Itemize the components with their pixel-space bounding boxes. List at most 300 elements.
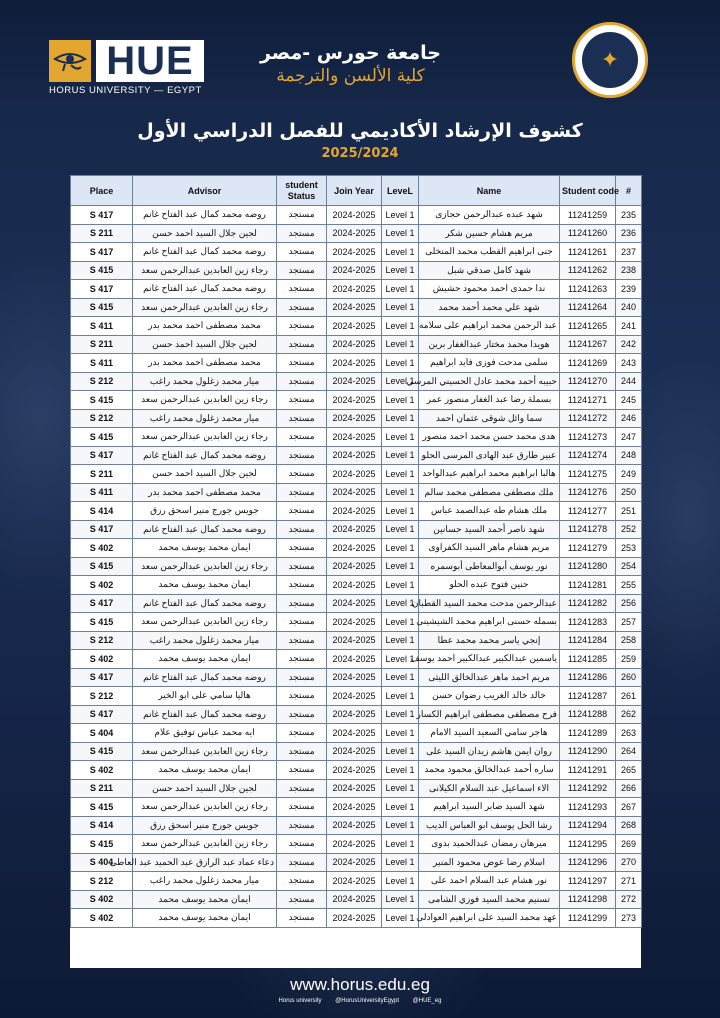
table-row — [71, 298, 642, 317]
cell-number: 270 — [616, 853, 642, 872]
cell-name: فرح مصطفى مصطفى ابراهيم الكسار — [419, 705, 560, 724]
cell-name: خالد خالد الغريب رضوان حسن — [419, 687, 560, 706]
cell-status: مستجد — [277, 576, 327, 595]
cell-advisor: ميار محمد زغلول محمد راغب — [133, 631, 277, 650]
cell-name: سما وائل شوقى عثمان احمد — [419, 409, 560, 428]
cell-number: 239 — [616, 280, 642, 299]
faculty-name: كلية الألسن والترجمة — [276, 66, 425, 86]
cell-status: مستجد — [277, 409, 327, 428]
cell-join-year: 2024-2025 — [327, 631, 382, 650]
cell-status: مستجد — [277, 354, 327, 373]
cell-number: 264 — [616, 742, 642, 761]
cell-level: Level 1 — [382, 483, 419, 502]
cell-student-code: 11241267 — [560, 335, 616, 354]
cell-student-code: 11241262 — [560, 261, 616, 280]
header-level: LeveL — [382, 176, 419, 206]
cell-join-year: 2024-2025 — [327, 261, 382, 280]
cell-name: مريم هشام ماهر السيد الكفراوى — [419, 539, 560, 558]
cell-name: هدى محمد حسن محمد احمد منصور — [419, 428, 560, 447]
cell-join-year: 2024-2025 — [327, 705, 382, 724]
cell-number: 255 — [616, 576, 642, 595]
cell-advisor: ميار محمد زغلول محمد راغب — [133, 409, 277, 428]
header-status: student Status — [277, 176, 327, 206]
cell-level: Level 1 — [382, 705, 419, 724]
table-row — [71, 816, 642, 835]
cell-status: مستجد — [277, 890, 327, 909]
faculty-seal-icon — [572, 22, 648, 98]
cell-student-code: 11241296 — [560, 853, 616, 872]
cell-status: مستجد — [277, 224, 327, 243]
social-instagram: @HorusUniversityEgypt — [335, 998, 399, 1004]
logo-hue-text: HUE — [96, 40, 204, 82]
cell-number: 256 — [616, 594, 642, 613]
cell-advisor: ايه محمد عباس توفيق علام — [133, 724, 277, 743]
cell-join-year: 2024-2025 — [327, 224, 382, 243]
cell-level: Level 1 — [382, 631, 419, 650]
cell-student-code: 11241276 — [560, 483, 616, 502]
table-row — [71, 224, 642, 243]
cell-join-year: 2024-2025 — [327, 742, 382, 761]
cell-student-code: 11241295 — [560, 835, 616, 854]
cell-student-code: 11241293 — [560, 798, 616, 817]
cell-status: مستجد — [277, 872, 327, 891]
cell-join-year: 2024-2025 — [327, 354, 382, 373]
university-name: جامعة حورس -مصر — [259, 42, 442, 64]
cell-level: Level 1 — [382, 687, 419, 706]
cell-name: رشا الحل يوسف ابو العباس الديب — [419, 816, 560, 835]
table-row — [71, 687, 642, 706]
table-row — [71, 372, 642, 391]
cell-status: مستجد — [277, 243, 327, 262]
cell-number: 261 — [616, 687, 642, 706]
cell-advisor: لجين جلال السيد احمد حسن — [133, 465, 277, 484]
header-place: Place — [71, 176, 133, 206]
cell-join-year: 2024-2025 — [327, 779, 382, 798]
cell-student-code: 11241271 — [560, 391, 616, 410]
cell-join-year: 2024-2025 — [327, 872, 382, 891]
table-row — [71, 502, 642, 521]
cell-place: S 415 — [71, 557, 133, 576]
cell-join-year: 2024-2025 — [327, 890, 382, 909]
cell-advisor: روضه محمد كمال عبد الفتاح غانم — [133, 280, 277, 299]
cell-status: مستجد — [277, 687, 327, 706]
cell-place: S 414 — [71, 816, 133, 835]
cell-name: روان ايمن هاشم زيدان السيد على — [419, 742, 560, 761]
cell-place: S 211 — [71, 335, 133, 354]
cell-place: S 411 — [71, 354, 133, 373]
cell-name: ياسمين عبدالكبير عبدالكبير احمد يوسف — [419, 650, 560, 669]
cell-advisor: ميار محمد زغلول محمد راغب — [133, 872, 277, 891]
cell-advisor: لجين جلال السيد احمد حسن — [133, 779, 277, 798]
table-row — [71, 835, 642, 854]
cell-student-code: 11241265 — [560, 317, 616, 336]
cell-status: مستجد — [277, 668, 327, 687]
table-row — [71, 705, 642, 724]
cell-status: مستجد — [277, 742, 327, 761]
cell-place: S 402 — [71, 761, 133, 780]
seal-emblem-icon: ✦ — [582, 32, 638, 88]
table-row — [71, 742, 642, 761]
cell-number: 254 — [616, 557, 642, 576]
cell-status: مستجد — [277, 835, 327, 854]
cell-student-code: 11241259 — [560, 206, 616, 225]
table-row — [71, 668, 642, 687]
table-row — [71, 594, 642, 613]
cell-status: مستجد — [277, 372, 327, 391]
cell-join-year: 2024-2025 — [327, 243, 382, 262]
table-row — [71, 761, 642, 780]
academic-year: 2025/2024 — [321, 146, 399, 161]
cell-level: Level 1 — [382, 650, 419, 669]
cell-name: هالبا ابراهيم محمد ابراهيم عبدالواحد — [419, 465, 560, 484]
cell-name: نور هشام عبد السلام احمد على — [419, 872, 560, 891]
cell-name: ميرهان رمضان عبدالحميد بدوى — [419, 835, 560, 854]
table-row — [71, 557, 642, 576]
cell-name: شهد كامل صدقي شبل — [419, 261, 560, 280]
table-row — [71, 335, 642, 354]
cell-level: Level 1 — [382, 853, 419, 872]
cell-level: Level 1 — [382, 724, 419, 743]
cell-status: مستجد — [277, 280, 327, 299]
cell-status: مستجد — [277, 335, 327, 354]
cell-number: 238 — [616, 261, 642, 280]
cell-place: S 415 — [71, 742, 133, 761]
cell-status: مستجد — [277, 761, 327, 780]
cell-place: S 402 — [71, 909, 133, 928]
cell-join-year: 2024-2025 — [327, 391, 382, 410]
cell-place: S 417 — [71, 280, 133, 299]
cell-join-year: 2024-2025 — [327, 372, 382, 391]
cell-student-code: 11241287 — [560, 687, 616, 706]
social-facebook: Horus university — [278, 998, 322, 1004]
cell-join-year: 2024-2025 — [327, 335, 382, 354]
cell-place: S 415 — [71, 835, 133, 854]
cell-join-year: 2024-2025 — [327, 613, 382, 632]
cell-join-year: 2024-2025 — [327, 909, 382, 928]
cell-advisor: ايمان محمد يوسف محمد — [133, 650, 277, 669]
header-student-code: Student code — [560, 176, 616, 206]
header-number: # — [616, 176, 642, 206]
cell-status: مستجد — [277, 298, 327, 317]
cell-level: Level 1 — [382, 354, 419, 373]
cell-status: مستجد — [277, 705, 327, 724]
cell-student-code: 11241288 — [560, 705, 616, 724]
cell-level: Level 1 — [382, 594, 419, 613]
cell-join-year: 2024-2025 — [327, 835, 382, 854]
cell-advisor: محمد مصطفى احمد محمد بدر — [133, 317, 277, 336]
cell-advisor: روضه محمد كمال عبد الفتاح غانم — [133, 520, 277, 539]
cell-level: Level 1 — [382, 243, 419, 262]
cell-advisor: محمد مصطفى احمد محمد بدر — [133, 354, 277, 373]
cell-status: مستجد — [277, 539, 327, 558]
table-row — [71, 520, 642, 539]
social-twitter: @HUE_eg — [412, 998, 442, 1004]
cell-name: عهد محمد السيد على ابراهيم العوادلى — [419, 909, 560, 928]
cell-join-year: 2024-2025 — [327, 280, 382, 299]
cell-place: S 417 — [71, 243, 133, 262]
cell-join-year: 2024-2025 — [327, 465, 382, 484]
cell-place: S 212 — [71, 409, 133, 428]
cell-name: جنى ابراهيم القطب محمد المنخلى — [419, 243, 560, 262]
cell-join-year: 2024-2025 — [327, 650, 382, 669]
cell-join-year: 2024-2025 — [327, 206, 382, 225]
cell-name: مريم احمد ماهر عبدالخالق الليثى — [419, 668, 560, 687]
table-row — [71, 391, 642, 410]
table-row — [71, 539, 642, 558]
cell-place: S 211 — [71, 465, 133, 484]
cell-place: S 417 — [71, 206, 133, 225]
cell-number: 241 — [616, 317, 642, 336]
cell-number: 242 — [616, 335, 642, 354]
cell-name: شهد علي محمد أحمد محمد — [419, 298, 560, 317]
cell-place: S 404 — [71, 724, 133, 743]
cell-student-code: 11241280 — [560, 557, 616, 576]
cell-place: S 411 — [71, 317, 133, 336]
cell-status: مستجد — [277, 520, 327, 539]
cell-student-code: 11241277 — [560, 502, 616, 521]
cell-student-code: 11241263 — [560, 280, 616, 299]
cell-place: S 417 — [71, 446, 133, 465]
cell-name: ملك مصطفى مصطفى محمد سالم — [419, 483, 560, 502]
cell-place: S 211 — [71, 224, 133, 243]
cell-place: S 402 — [71, 890, 133, 909]
cell-status: مستجد — [277, 261, 327, 280]
table-row — [71, 280, 642, 299]
cell-join-year: 2024-2025 — [327, 409, 382, 428]
cell-student-code: 11241286 — [560, 668, 616, 687]
cell-name: الاء اسماعيل عبد السلام الكيلانى — [419, 779, 560, 798]
cell-join-year: 2024-2025 — [327, 798, 382, 817]
cell-status: مستجد — [277, 816, 327, 835]
header-name: Name — [419, 176, 560, 206]
cell-advisor: لجين جلال السيد احمد حسن — [133, 224, 277, 243]
cell-join-year: 2024-2025 — [327, 446, 382, 465]
cell-place: S 415 — [71, 298, 133, 317]
cell-number: 248 — [616, 446, 642, 465]
cell-level: Level 1 — [382, 835, 419, 854]
table-header-row — [71, 176, 642, 206]
cell-number: 258 — [616, 631, 642, 650]
cell-advisor: رجاء زين العابدين عبدالرحمن سعد — [133, 835, 277, 854]
cell-level: Level 1 — [382, 317, 419, 336]
cell-place: S 212 — [71, 872, 133, 891]
cell-name: حبيبه أحمد محمد عادل الحسيني المرسي — [419, 372, 560, 391]
cell-advisor: ايمان محمد يوسف محمد — [133, 539, 277, 558]
cell-place: S 417 — [71, 594, 133, 613]
cell-join-year: 2024-2025 — [327, 557, 382, 576]
cell-name: مريم هشام حسين شكر — [419, 224, 560, 243]
cell-advisor: لجين جلال السيد احمد حسن — [133, 335, 277, 354]
cell-name: عبدالرحمن مدحت محمد السيد القطبان — [419, 594, 560, 613]
table-row — [71, 576, 642, 595]
cell-level: Level 1 — [382, 206, 419, 225]
cell-place: S 212 — [71, 372, 133, 391]
table-row — [71, 446, 642, 465]
cell-status: مستجد — [277, 613, 327, 632]
cell-number: 245 — [616, 391, 642, 410]
cell-student-code: 11241278 — [560, 520, 616, 539]
cell-level: Level 1 — [382, 742, 419, 761]
cell-student-code: 11241281 — [560, 576, 616, 595]
website-url: www.horus.edu.eg — [290, 975, 430, 994]
cell-join-year: 2024-2025 — [327, 298, 382, 317]
cell-name: عبير طارق عبد الهادى المرسى الحلو — [419, 446, 560, 465]
cell-number: 235 — [616, 206, 642, 225]
cell-status: مستجد — [277, 779, 327, 798]
cell-number: 273 — [616, 909, 642, 928]
cell-student-code: 11241273 — [560, 428, 616, 447]
cell-advisor: رجاء زين العابدين عبدالرحمن سعد — [133, 613, 277, 632]
cell-advisor: روضه محمد كمال عبد الفتاح غانم — [133, 594, 277, 613]
cell-level: Level 1 — [382, 372, 419, 391]
cell-place: S 402 — [71, 576, 133, 595]
cell-name: حنين فتوح عبده الحلو — [419, 576, 560, 595]
cell-number: 246 — [616, 409, 642, 428]
cell-status: مستجد — [277, 557, 327, 576]
cell-level: Level 1 — [382, 261, 419, 280]
table-row — [71, 631, 642, 650]
cell-student-code: 11241274 — [560, 446, 616, 465]
cell-level: Level 1 — [382, 502, 419, 521]
cell-student-code: 11241299 — [560, 909, 616, 928]
cell-join-year: 2024-2025 — [327, 520, 382, 539]
cell-number: 271 — [616, 872, 642, 891]
cell-name: شهد السيد صابر السيد ابراهيم — [419, 798, 560, 817]
cell-advisor: رجاء زين العابدين عبدالرحمن سعد — [133, 557, 277, 576]
cell-student-code: 11241275 — [560, 465, 616, 484]
cell-join-year: 2024-2025 — [327, 428, 382, 447]
eye-of-horus-logo-icon — [49, 40, 91, 82]
header-advisor: Advisor — [133, 176, 277, 206]
cell-advisor: روضه محمد كمال عبد الفتاح غانم — [133, 243, 277, 262]
cell-student-code: 11241272 — [560, 409, 616, 428]
cell-name: بسملة رضا عبد الغفار منصور عمر — [419, 391, 560, 410]
cell-join-year: 2024-2025 — [327, 761, 382, 780]
cell-level: Level 1 — [382, 798, 419, 817]
cell-student-code: 11241284 — [560, 631, 616, 650]
cell-level: Level 1 — [382, 816, 419, 835]
cell-level: Level 1 — [382, 446, 419, 465]
cell-status: مستجد — [277, 483, 327, 502]
cell-student-code: 11241282 — [560, 594, 616, 613]
cell-level: Level 1 — [382, 224, 419, 243]
cell-number: 247 — [616, 428, 642, 447]
cell-name: ساره أحمد عبدالخالق محمود محمد — [419, 761, 560, 780]
cell-advisor: ايمان محمد يوسف محمد — [133, 909, 277, 928]
table-row — [71, 613, 642, 632]
cell-level: Level 1 — [382, 465, 419, 484]
table-row — [71, 724, 642, 743]
cell-student-code: 11241270 — [560, 372, 616, 391]
cell-number: 249 — [616, 465, 642, 484]
cell-advisor: هاليا سامي على ابو الخير — [133, 687, 277, 706]
cell-number: 263 — [616, 724, 642, 743]
table-row — [71, 909, 642, 928]
cell-status: مستجد — [277, 391, 327, 410]
table-row — [71, 890, 642, 909]
cell-name: شهد ناصر أحمد السيد حسانين — [419, 520, 560, 539]
cell-number: 257 — [616, 613, 642, 632]
table-row — [71, 465, 642, 484]
cell-advisor: رجاء زين العابدين عبدالرحمن سعد — [133, 298, 277, 317]
cell-place: S 417 — [71, 520, 133, 539]
logo-subtitle: HORUS UNIVERSITY — EGYPT — [49, 85, 202, 96]
cell-level: Level 1 — [382, 890, 419, 909]
cell-place: S 417 — [71, 705, 133, 724]
cell-number: 250 — [616, 483, 642, 502]
cell-name: إنجي ياسر محمد محمد عطا — [419, 631, 560, 650]
cell-place: S 402 — [71, 650, 133, 669]
cell-place: S 411 — [71, 483, 133, 502]
cell-number: 243 — [616, 354, 642, 373]
cell-advisor: رجاء زين العابدين عبدالرحمن سعد — [133, 428, 277, 447]
cell-number: 260 — [616, 668, 642, 687]
cell-place: S 212 — [71, 631, 133, 650]
cell-place: S 417 — [71, 668, 133, 687]
cell-advisor: روضه محمد كمال عبد الفتاح غانم — [133, 705, 277, 724]
cell-name: شهد عبده عبدالرحمن حجازى — [419, 206, 560, 225]
cell-number: 244 — [616, 372, 642, 391]
cell-level: Level 1 — [382, 576, 419, 595]
cell-name: بسمله حسنى ابراهيم محمد الشيشينى — [419, 613, 560, 632]
cell-level: Level 1 — [382, 613, 419, 632]
cell-advisor: رجاء زين العابدين عبدالرحمن سعد — [133, 391, 277, 410]
cell-advisor: رجاء زين العابدين عبدالرحمن سعد — [133, 742, 277, 761]
table-row — [71, 872, 642, 891]
table-row — [71, 779, 642, 798]
cell-advisor: روضه محمد كمال عبد الفتاح غانم — [133, 206, 277, 225]
cell-name: ندا حمدى احمد محمود حشيش — [419, 280, 560, 299]
table-row — [71, 206, 642, 225]
cell-name: نور يوسف أبوالمعاطى أبوسمره — [419, 557, 560, 576]
cell-place: S 415 — [71, 613, 133, 632]
cell-place: S 404 — [71, 853, 133, 872]
cell-advisor: دعاء عماد عبد الرازق عبد الحميد عبد العاطى — [133, 853, 277, 872]
cell-level: Level 1 — [382, 391, 419, 410]
cell-advisor: جويس جورج منير اسحق رزق — [133, 502, 277, 521]
cell-level: Level 1 — [382, 298, 419, 317]
cell-number: 262 — [616, 705, 642, 724]
cell-status: مستجد — [277, 594, 327, 613]
table-row — [71, 354, 642, 373]
cell-student-code: 11241279 — [560, 539, 616, 558]
cell-level: Level 1 — [382, 539, 419, 558]
cell-level: Level 1 — [382, 335, 419, 354]
cell-number: 267 — [616, 798, 642, 817]
cell-advisor: روضه محمد كمال عبد الفتاح غانم — [133, 668, 277, 687]
cell-status: مستجد — [277, 650, 327, 669]
cell-join-year: 2024-2025 — [327, 317, 382, 336]
cell-status: مستجد — [277, 206, 327, 225]
cell-join-year: 2024-2025 — [327, 539, 382, 558]
cell-name: هاجر سامي السعيد السيد الامام — [419, 724, 560, 743]
cell-level: Level 1 — [382, 428, 419, 447]
cell-advisor: محمد مصطفى احمد محمد بدر — [133, 483, 277, 502]
table-row — [71, 428, 642, 447]
cell-status: مستجد — [277, 502, 327, 521]
cell-number: 266 — [616, 779, 642, 798]
cell-status: مستجد — [277, 631, 327, 650]
cell-student-code: 11241292 — [560, 779, 616, 798]
cell-student-code: 11241283 — [560, 613, 616, 632]
cell-join-year: 2024-2025 — [327, 483, 382, 502]
cell-number: 252 — [616, 520, 642, 539]
table-row — [71, 261, 642, 280]
advising-table — [70, 175, 642, 928]
cell-join-year: 2024-2025 — [327, 724, 382, 743]
cell-advisor: ميار محمد زغلول محمد راغب — [133, 372, 277, 391]
cell-status: مستجد — [277, 853, 327, 872]
